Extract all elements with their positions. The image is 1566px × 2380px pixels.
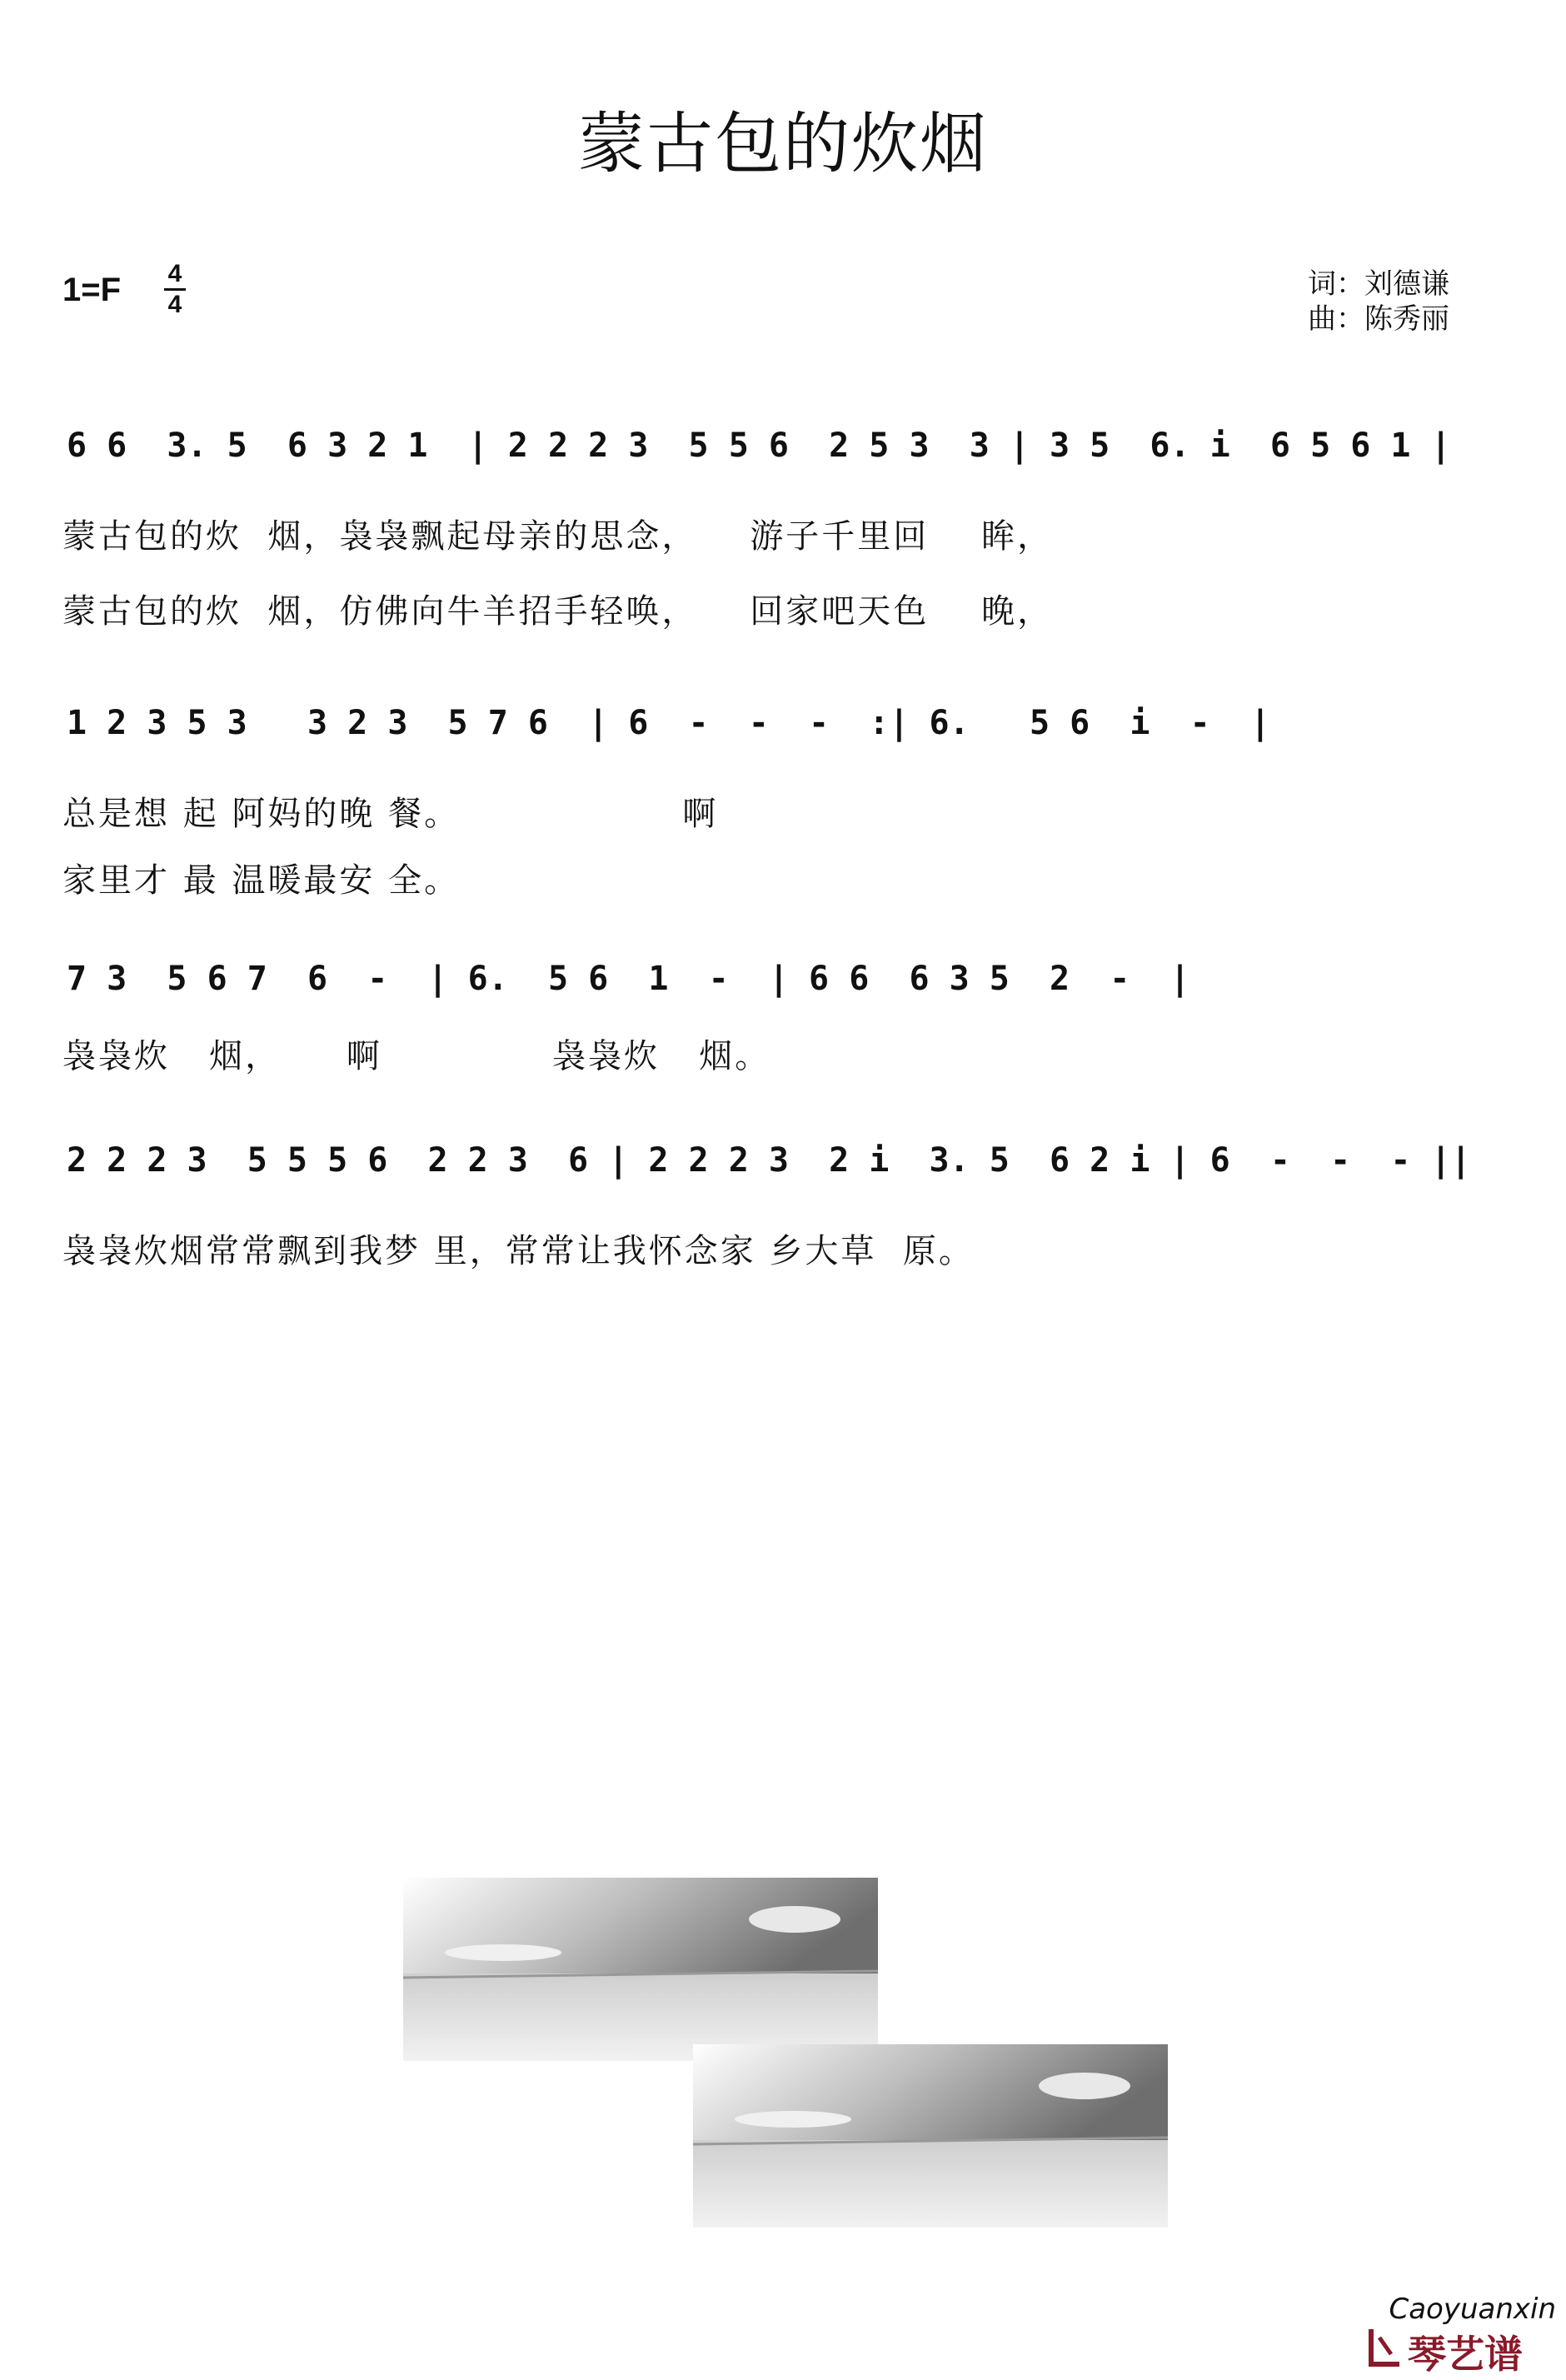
lyricist-credit: 词：刘德谦 xyxy=(1308,267,1449,301)
composer-credit: 曲：陈秀丽 xyxy=(1308,302,1449,336)
credits xyxy=(1308,267,1449,337)
notation-line-1: 6 6 3. 5 6 3 2 1 | 2 2 2 3 5 5 6 2 5 3 3 | 3 5 6. i 6 5 6 1 | xyxy=(67,427,1451,465)
watermark-text: Caoyuanxin xyxy=(1389,2293,1556,2326)
notation-line-3: 7 3 5 6 7 6 - | 6. 5 6 1 - | 6 6 6 3 5 2 - | xyxy=(67,960,1190,998)
lyric-line-2-verse-1: 总是想 起 阿妈的晚 餐。 啊 xyxy=(62,795,719,833)
key-signature: 1=F xyxy=(62,272,122,308)
lyric-line-4-verse-1: 袅袅炊烟常常飘到我梦 里，常常让我怀念家 乡大草 原。 xyxy=(62,1232,975,1270)
brand-name: 琴艺谱 xyxy=(1408,2332,1523,2377)
notation-line-2: 1 2 3 5 3 3 2 3 5 7 6 | 6 - - - :| 6. 5 6 i - | xyxy=(67,704,1270,742)
grassland-picture-2 xyxy=(693,2044,1168,2228)
time-signature xyxy=(161,260,189,319)
lyric-line-3-verse-1: 袅袅炊 烟， 啊 袅袅炊 烟。 xyxy=(62,1037,771,1075)
time-signature-top: 4 xyxy=(167,260,182,287)
notation-line-4: 2 2 2 3 5 5 5 6 2 2 3 6 | 2 2 2 3 2 i 3. 5 6 2 i | 6 - - - || xyxy=(67,1141,1471,1180)
time-signature-bottom: 4 xyxy=(167,291,182,318)
lyric-line-2-verse-2: 家里才 最 温暖最安 全。 xyxy=(62,861,461,900)
lyric-line-1-verse-1: 蒙古包的炊 烟，袅袅飘起母亲的思念， 游子千里回 眸， xyxy=(62,517,1054,556)
score-title: 蒙古包的炊烟 xyxy=(578,105,988,182)
lyric-line-1-verse-2: 蒙古包的炊 烟，仿佛向牛羊招手轻唤， 回家吧天色 晚， xyxy=(62,592,1054,631)
grassland-picture-1 xyxy=(403,1878,878,2061)
brand-logo-icon xyxy=(1366,2326,1403,2368)
